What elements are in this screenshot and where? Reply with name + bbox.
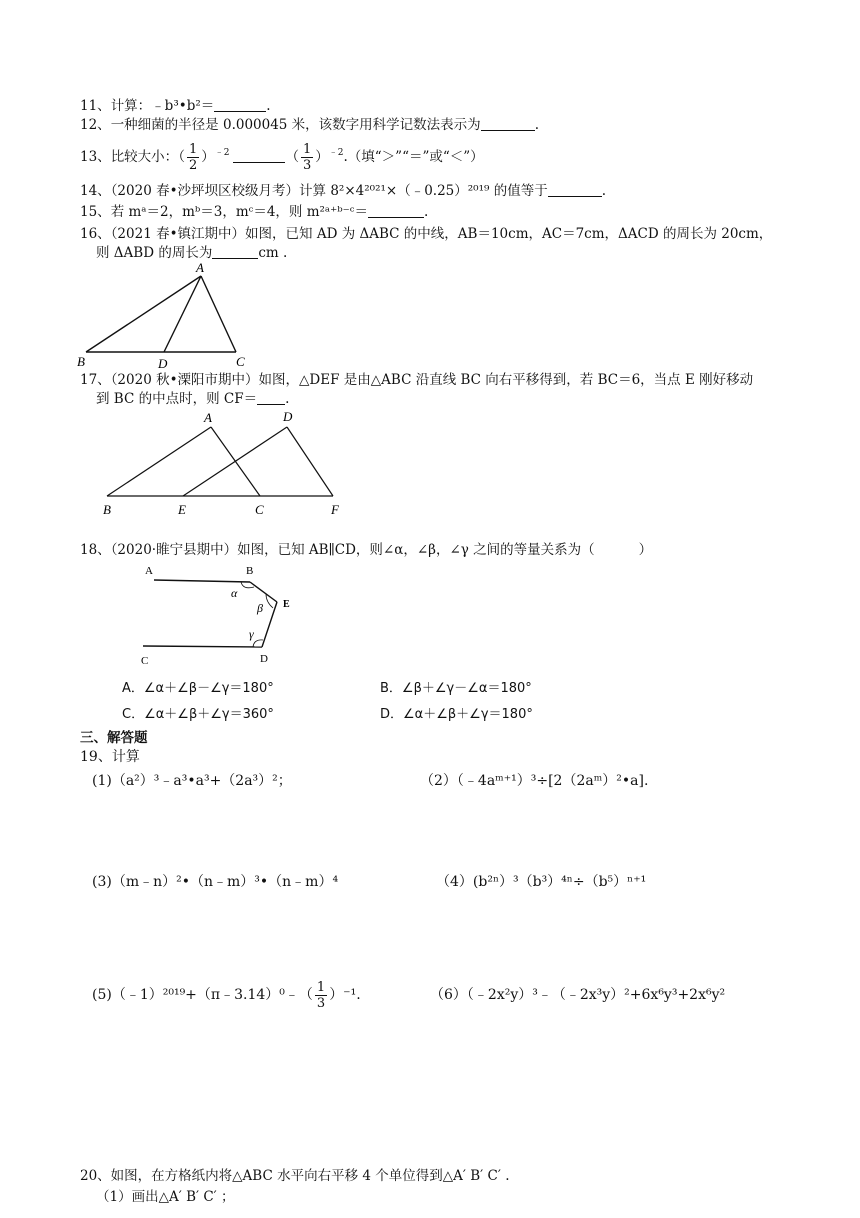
label-E: E xyxy=(283,599,290,610)
label-D: D xyxy=(283,409,293,424)
label-C: C xyxy=(236,354,245,369)
q19-part-3: (3)（m﹣n）²•（n﹣m）³•（n﹣m）⁴ xyxy=(92,874,339,890)
q18-option-a[interactable]: A．∠α＋∠β－∠γ＝180° xyxy=(122,681,274,696)
label-A: A xyxy=(196,260,204,275)
q12-text: 一种细菌的半径是 0.000045 米，该数字用科学记数法表示为 xyxy=(110,117,481,133)
q18-text: （2020·睢宁县期中）如图，已知 AB∥CD，则∠α，∠β，∠γ 之间的等量关系为（ xyxy=(110,542,595,558)
label-B: B xyxy=(77,354,85,369)
q16-answer-blank[interactable] xyxy=(212,258,258,259)
q18-option-b[interactable]: B．∠β＋∠γ－∠α＝180° xyxy=(380,681,532,696)
q19-part-5: (5)（﹣1）²⁰¹⁹+（π﹣3.14）⁰﹣（ $\frac{1}{3}$ ）⁻¹. xyxy=(92,979,361,1011)
q15-text: 若 mᵃ＝2，mᵇ＝3，mᶜ＝4，则 m²ᵃ⁺ᵇ⁻ᶜ＝ xyxy=(110,204,368,220)
figure-17-translation xyxy=(95,405,355,520)
q13-fraction-2: $\frac{1}{3}$ xyxy=(302,142,312,173)
angle-alpha-label: α xyxy=(231,586,238,600)
question-16: 16、（2021 春•镇江期中）如图，已知 AD 为 ΔABC 的中线，AB＝10cm，AC＝7cm，ΔACD 的周长为 20cm， xyxy=(80,226,773,242)
label-D: D xyxy=(260,653,268,665)
label-C: C xyxy=(141,655,149,667)
q11-number: 11、 xyxy=(80,98,111,114)
question-11: 11、计算：﹣b³•b²＝ . xyxy=(80,98,271,114)
question-14: 14、（2020 春•沙坪坝区校级月考）计算 8²×4²⁰²¹×（﹣0.25）²⁰¹⁹ 的值等于 . xyxy=(80,183,606,199)
label-A: A xyxy=(204,410,212,425)
label-B: B xyxy=(246,565,254,577)
question-13: 13、比较大小：（ $\frac{1}{2}$ ）$^{﹣2}$ （ $\frac{1}{3}$ ）$^{﹣2}$.（填“＞”“＝”或“＜”） xyxy=(80,142,484,173)
question-20: 20、如图，在方格纸内将△ABC 水平向右平移 4 个单位得到△A′ B′ C′ . xyxy=(80,1168,510,1184)
label-F: F xyxy=(331,502,339,517)
label-A: A xyxy=(145,565,153,577)
q19-p5-fraction: $\frac{1}{3}$ xyxy=(316,979,326,1011)
question-18: 18、（2020·睢宁县期中）如图，已知 AB∥CD，则∠α，∠β，∠γ 之间的等量关系为（ ） xyxy=(80,542,653,558)
q12-answer-blank[interactable] xyxy=(481,130,535,131)
angle-gamma-label: γ xyxy=(249,627,254,641)
figure-16-triangle xyxy=(76,260,256,370)
q13-answer-blank[interactable] xyxy=(233,162,285,163)
question-20-part-1: （1）画出△A′ B′ C′ ； xyxy=(96,1189,235,1205)
q19-part-6: （6）（﹣2x²y）³﹣（﹣2x³y）²+6x⁶y³+2x⁶y² xyxy=(430,987,726,1003)
q19-part-4: （4）(b²ⁿ）³（b³）⁴ⁿ÷（b⁵）ⁿ⁺¹ xyxy=(436,874,647,890)
q13-fraction-1: $\frac{1}{2}$ xyxy=(188,142,198,173)
q17-text: （2020 秋•溧阳市期中）如图，△DEF 是由△ABC 沿直线 BC 向右平移得到，若 BC＝6，当点 E 刚好移动 xyxy=(110,372,754,388)
question-17: 17、（2020 秋•溧阳市期中）如图，△DEF 是由△ABC 沿直线 BC 向右平移得到，若 BC＝6，当点 E 刚好移动 xyxy=(80,372,754,388)
q19-part-2: （2）（﹣4aᵐ⁺¹）³÷[2（2aᵐ）²•a]. xyxy=(420,773,649,789)
q15-answer-blank[interactable] xyxy=(368,217,424,218)
q14-answer-blank[interactable] xyxy=(548,196,602,197)
question-17-line2: 到 BC 的中点时，则 CF＝ . xyxy=(96,391,290,407)
label-C: C xyxy=(255,502,264,517)
label-B: B xyxy=(103,502,111,517)
q11-text: 计算： xyxy=(110,98,152,114)
q11-expression: ﹣b³•b²＝ xyxy=(151,98,215,114)
q14-text: （2020 春•沙坪坝区校级月考）计算 8²×4²⁰²¹×（﹣0.25）²⁰¹⁹ 的值等于 xyxy=(110,183,548,199)
label-D: D xyxy=(158,356,168,370)
question-19-title: 19、计算 xyxy=(80,749,140,765)
angle-beta-label: β xyxy=(257,601,263,615)
question-15: 15、若 mᵃ＝2，mᵇ＝3，mᶜ＝4，则 m²ᵃ⁺ᵇ⁻ᶜ＝ . xyxy=(80,204,429,220)
question-16-line2: 则 ΔABD 的周长为 cm . xyxy=(96,245,288,261)
q16-text: （2021 春•镇江期中）如图，已知 AD 为 ΔABC 的中线，AB＝10cm，AC＝7cm，ΔACD 的周长为 20cm， xyxy=(110,226,773,242)
question-12: 12、一种细菌的半径是 0.000045 米，该数字用科学记数法表示为 . xyxy=(80,117,539,133)
figure-18-parallel-lines xyxy=(140,560,300,670)
q18-option-d[interactable]: D．∠α＋∠β＋∠γ＝180° xyxy=(380,707,533,722)
q18-option-c[interactable]: C．∠α＋∠β＋∠γ＝360° xyxy=(122,707,274,722)
section-heading: 三、解答题 xyxy=(80,730,148,746)
q19-part-1: (1)（a²）³﹣a³•a³+（2a³）²； xyxy=(92,773,292,789)
label-E: E xyxy=(178,502,186,517)
q11-answer-blank[interactable] xyxy=(214,111,266,112)
